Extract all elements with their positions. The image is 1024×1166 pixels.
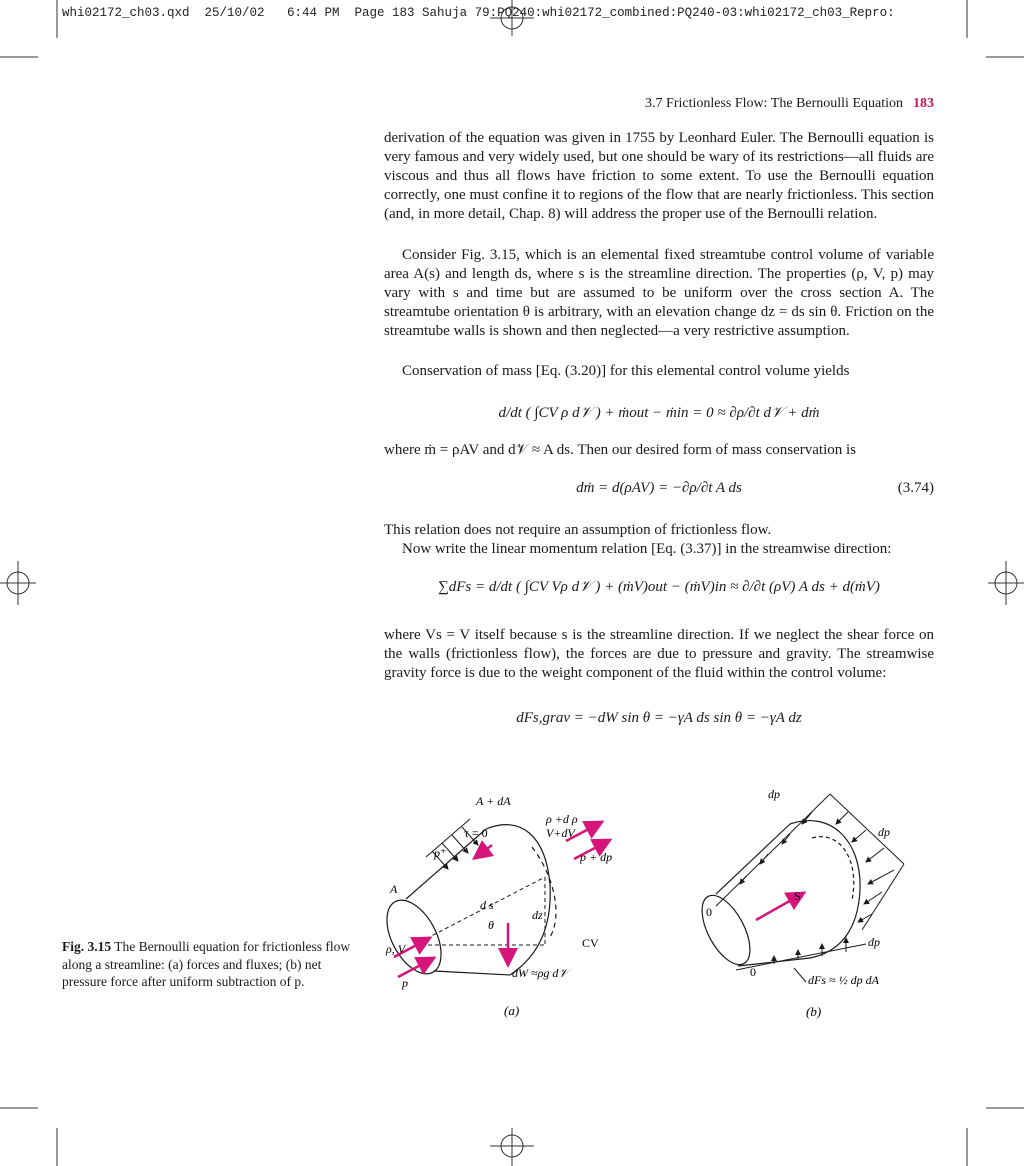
- label-dfs: dFs ≈ ½ dp dA: [808, 973, 879, 987]
- registration-mark-bottom: [490, 1128, 534, 1166]
- label-props-out: ρ +d ρ: [546, 812, 578, 826]
- label-weight: dW ≈ρg d𝒱: [512, 966, 569, 980]
- label-press-plus: p⁺: [434, 846, 447, 860]
- label-s: S: [794, 889, 801, 903]
- shear-arrow: [476, 845, 492, 857]
- figure-b-net-pressure: [690, 780, 920, 1025]
- label-press-out: p + dp: [580, 850, 613, 864]
- equation-mass-conservation: d/dt ( ∫CV ρ d𝒱 ) + ṁout − ṁin = 0 ≈ ∂ρ/∂t d𝒱 + dṁ: [498, 405, 820, 421]
- label-shear: τ = 0: [464, 826, 488, 840]
- paragraph-mass-intro: Conservation of mass [Eq. (3.20)] for this elemental control volume yields: [402, 363, 850, 379]
- label-area-in: A: [390, 882, 398, 896]
- running-header: [560, 96, 934, 112]
- label-cv: CV: [582, 936, 599, 950]
- equation-3-74: [384, 480, 934, 497]
- paragraph-streamtube: Consider Fig. 3.15, which is an elemental fixed streamtube control volume of variable area A(s) and length ds, where s is the streamline direction. The properties (ρ, V, p) may vary with s and time but are assumed to be uniform over the cross section A. The streamtube orientation θ is arbitrary, with an elevation change dz = ds sin θ. Friction on the streamtube walls is shown and then neglected—a very restrictive assumption.: [384, 247, 934, 339]
- label-zero-left: 0: [706, 905, 712, 919]
- paragraph-mass-form: where ṁ = ρAV and d𝒱 ≈ A ds. Then our desired form of mass conservation is: [384, 442, 857, 458]
- page-number: 183: [913, 96, 934, 111]
- paragraph-no-frictionless: This relation does not require an assumption of frictionless flow.: [384, 522, 772, 538]
- label-dz: dz: [532, 908, 543, 922]
- equation-3-74-body: dṁ = d(ρAV) = −∂ρ/∂t A ds: [576, 480, 742, 496]
- cone-outline: [692, 821, 860, 972]
- paragraph-momentum-intro: Now write the linear momentum relation [Eq. (3.37)] in the streamwise direction:: [402, 541, 892, 557]
- registration-mark-left: [0, 561, 36, 605]
- figure-a-streamtube-forces: [370, 785, 645, 1025]
- label-area-out: A + dA: [476, 794, 511, 808]
- figure-number: Fig. 3.15: [62, 939, 112, 954]
- registration-mark-right: [988, 561, 1024, 605]
- label-vel-out: V+dV: [546, 826, 575, 840]
- label-ds: d s: [480, 898, 494, 912]
- dfs-leader: [794, 968, 806, 982]
- header-section-title: 3.7 Frictionless Flow: The Bernoulli Equation: [645, 96, 903, 111]
- paragraph-gravity: where Vs = V itself because s is the streamline direction. If we neglect the shear force on the walls (frictionless flow), the forces are due to pressure and gravity. The streamwise gravity force is due to the weight component of the fluid within the control volume:: [384, 627, 934, 681]
- label-press-in: p: [402, 976, 408, 990]
- equation-momentum: ∑dFs = d/dt ( ∫CV Vρ d𝒱 ) + (ṁV)out − (ṁV)in ≈ ∂/∂t (ρV) A ds + d(ṁV): [438, 579, 880, 595]
- label-dp-right: dp: [878, 825, 890, 839]
- label-zero-bottom: 0: [750, 965, 756, 979]
- printer-slug: whi02172_ch03.qxd 25/10/02 6:44 PM Page 183 Sahuja 79:PQ240:whi02172_combined:PQ240-03:whi02172_ch03_Repro:: [62, 6, 895, 20]
- figure-caption: [62, 938, 362, 991]
- label-dp-top: dp: [768, 787, 780, 801]
- equation-gravity-force: dFs,grav = −dW sin θ = −γA ds sin θ = −γA dz: [516, 710, 802, 726]
- paragraph-euler: derivation of the equation was given in 1755 by Leonhard Euler. The Bernoulli equation is very famous and very widely used, but one should be wary of its restrictions—all fluids are viscous and thus all flows have friction to some extent. To use the Bernoulli equation correctly, one must confine it to regions of the flow that are nearly frictionless. This section (and, in more detail, Chap. 8) will address the proper use of the Bernoulli relation.: [384, 130, 934, 222]
- label-theta: θ: [488, 918, 494, 932]
- streamtube-outline: [376, 825, 556, 983]
- equation-number: (3.74): [897, 480, 934, 496]
- figure-b-sublabel: (b): [806, 1004, 822, 1019]
- figure-a-sublabel: (a): [504, 1003, 520, 1018]
- figure-caption-text: The Bernoulli equation for frictionless flow along a streamline: (a) forces and fluxes; (b) net pressure force after uniform subtraction of p.: [62, 939, 351, 989]
- label-dp-bottom: dp: [868, 935, 880, 949]
- label-rho-v: ρ, V: [386, 942, 406, 956]
